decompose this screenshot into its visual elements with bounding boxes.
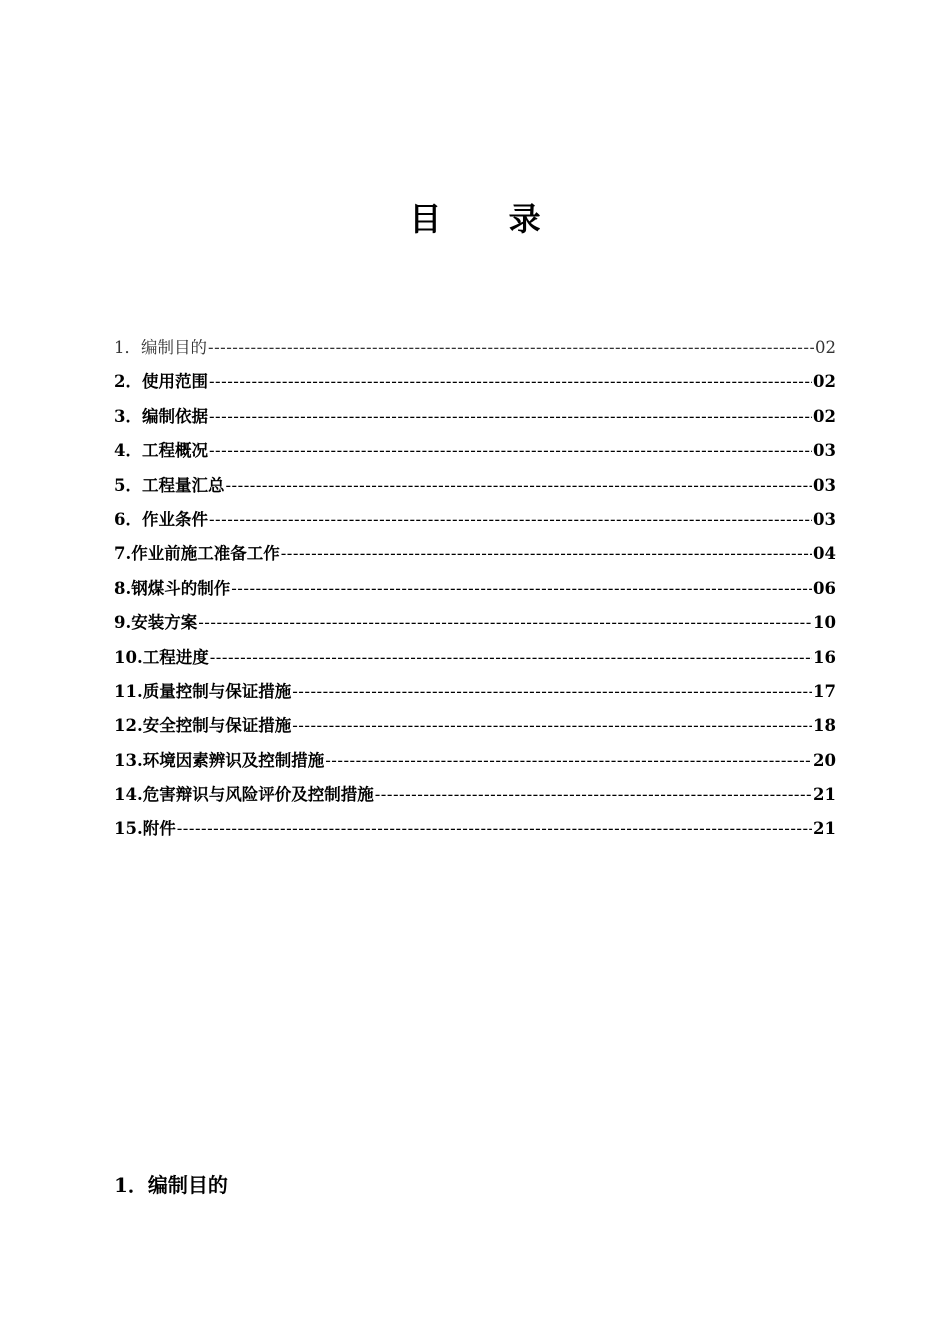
toc-entry-page: 02: [813, 372, 836, 392]
toc-entry-title: 工程量汇总: [141, 475, 225, 495]
toc-entry-13[interactable]: [114, 749, 836, 783]
toc-entry-3[interactable]: [114, 405, 836, 439]
page-title: 目 录: [409, 200, 569, 238]
toc-entry-page: 21: [813, 785, 836, 805]
toc-dot-leader: [209, 508, 812, 532]
toc-entry-number: 5．: [114, 475, 142, 495]
toc-entry-15[interactable]: [114, 817, 836, 851]
toc-dot-leader: [198, 611, 812, 635]
toc-entry-10[interactable]: [114, 646, 836, 680]
toc-entry-number: 2．: [114, 372, 142, 392]
toc-entry-title: 工程概况: [141, 441, 208, 461]
toc-entry-title: 质量控制与保证措施: [142, 681, 292, 701]
toc-entry-page: 04: [813, 544, 836, 564]
toc-dot-leader: [209, 405, 812, 429]
toc-entry-7[interactable]: [114, 542, 836, 576]
toc-entry-title: 安装方案: [131, 613, 198, 633]
toc-dot-leader: [225, 474, 812, 498]
toc-entry-2[interactable]: [114, 370, 836, 404]
section-title: 编制目的: [147, 1173, 228, 1197]
toc-entry-page: 20: [813, 750, 836, 770]
toc-dot-leader: [292, 680, 812, 704]
toc-entry-page: 18: [813, 716, 836, 736]
toc-entry-page: 03: [813, 475, 836, 495]
section-heading: [114, 1170, 228, 1200]
toc-entry-title: 环境因素辨识及控制措施: [142, 750, 325, 770]
section-number: 1．: [114, 1173, 148, 1197]
toc-entry-page: 16: [813, 647, 836, 667]
toc-entry-title: 编制依据: [141, 406, 208, 426]
toc-entry-page: 10: [813, 613, 836, 633]
toc-entry-title: 使用范围: [141, 372, 208, 392]
toc-entry-4[interactable]: [114, 439, 836, 473]
toc-entry-6[interactable]: [114, 508, 836, 542]
toc-dot-leader: [231, 577, 812, 601]
toc-entry-title: 钢煤斗的制作: [131, 578, 231, 598]
toc-entry-number: 11.: [114, 681, 143, 701]
toc-entry-page: 03: [813, 509, 836, 529]
toc-entry-number: 12.: [114, 716, 143, 736]
toc-dot-leader: [375, 783, 812, 807]
toc-dot-leader: [209, 370, 812, 394]
toc-dot-leader: [210, 646, 812, 670]
toc-entry-5[interactable]: [114, 474, 836, 508]
toc-entry-number: 7.: [114, 544, 132, 564]
toc-entry-number: 6．: [114, 509, 142, 529]
toc-entry-page: 02: [815, 338, 836, 357]
toc-entry-9[interactable]: [114, 611, 836, 645]
toc-entry-title: 作业条件: [141, 509, 208, 529]
toc-dot-leader: [209, 439, 812, 463]
toc-dot-leader: [292, 714, 812, 738]
toc-entry-title: 附件: [142, 819, 176, 839]
toc-entry-1[interactable]: [114, 336, 836, 370]
toc-entry-number: 13.: [114, 750, 143, 770]
toc-entry-number: 10.: [114, 647, 143, 667]
toc-entry-number: 4．: [114, 441, 142, 461]
toc-entry-11[interactable]: [114, 680, 836, 714]
toc-entry-title: 作业前施工准备工作: [131, 544, 280, 564]
toc-entry-number: 8.: [114, 578, 132, 598]
table-of-contents: [114, 336, 836, 852]
toc-dot-leader: [177, 817, 812, 841]
toc-dot-leader: [208, 336, 814, 360]
toc-entry-title: 工程进度: [142, 647, 209, 667]
toc-entry-page: 02: [813, 406, 836, 426]
toc-entry-number: 14.: [114, 785, 143, 805]
toc-dot-leader: [281, 542, 812, 566]
toc-entry-page: 06: [813, 578, 836, 598]
toc-entry-title: 危害辩识与风险评价及控制措施: [142, 785, 374, 805]
toc-entry-number: 3．: [114, 406, 142, 426]
toc-entry-8[interactable]: [114, 577, 836, 611]
toc-entry-number: 9.: [114, 613, 132, 633]
toc-entry-number: 15.: [114, 819, 143, 839]
toc-entry-page: 21: [813, 819, 836, 839]
toc-entry-title: 编制目的: [141, 338, 207, 357]
toc-entry-12[interactable]: [114, 714, 836, 748]
toc-entry-number: 1．: [114, 338, 141, 357]
toc-dot-leader: [325, 749, 812, 773]
toc-entry-title: 安全控制与保证措施: [142, 716, 292, 736]
toc-entry-page: 03: [813, 441, 836, 461]
toc-entry-page: 17: [813, 681, 836, 701]
toc-entry-14[interactable]: [114, 783, 836, 817]
